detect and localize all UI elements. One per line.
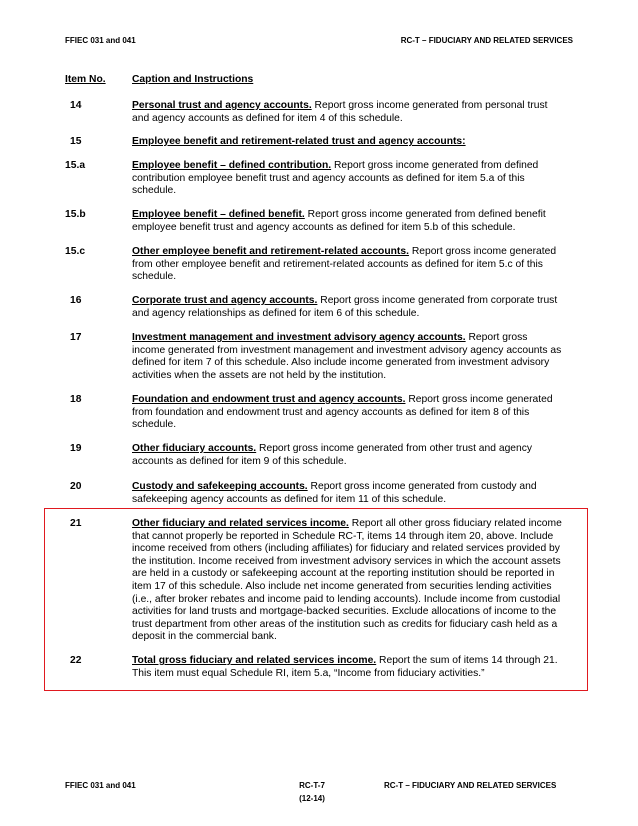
item-number: 21: [70, 518, 82, 529]
item-title: Other fiduciary and related services income.: [132, 518, 349, 529]
item-text: Report gross income generated from other employee benefit and retirement-related accounts as defined for item 5.c of this schedule.: [132, 246, 557, 283]
item-number: 17: [70, 332, 82, 343]
item-title: Employee benefit and retirement-related trust and agency accounts:: [132, 136, 466, 147]
item-title: Employee benefit – defined benefit.: [132, 209, 305, 220]
item-title: Custody and safekeeping accounts.: [132, 481, 308, 492]
caption-heading: Caption and Instructions: [132, 74, 254, 85]
item-text: Report the sum of items 14 through 21. This item must equal Schedule RI, item 5.a, “Income from fiduciary activities.”: [132, 655, 558, 679]
item-number: 18: [70, 394, 82, 405]
page-header: [65, 36, 573, 45]
item-number: 22: [70, 655, 82, 666]
item-title: Other employee benefit and retirement-related accounts.: [132, 246, 409, 257]
item-number: 15.a: [65, 160, 86, 171]
item-number: 16: [70, 295, 82, 306]
footer-schedule-title: RC-T – FIDUCIARY AND RELATED SERVICES: [384, 781, 557, 790]
item-number: 20: [70, 481, 82, 492]
header-schedule-title: RC-T – FIDUCIARY AND RELATED SERVICES: [400, 36, 573, 45]
item-text: Report gross income generated from defined benefit employee benefit trust and agency accounts as defined for item 5.b of this schedule.: [132, 209, 546, 233]
item-title: Personal trust and agency accounts.: [132, 100, 312, 111]
item-text: Report gross income generated from investment management and investment advisory agency accounts as defined for item 7 of this schedule. Also include income generated from investment advisory activities when the assets are not held by the institution.: [132, 332, 562, 381]
item-text: Report gross income generated from foundation and endowment trust and agency accounts as defined for item 8 of this schedule.: [132, 394, 553, 431]
item-title: Corporate trust and agency accounts.: [132, 295, 318, 306]
item-text: Report gross income generated from personal trust and agency accounts as defined for item 4 of this schedule.: [132, 100, 548, 124]
item-title: Employee benefit – defined contribution.: [132, 160, 332, 171]
footer-date: (12-14): [299, 794, 325, 803]
item-text: Report gross income generated from custody and safekeeping agency accounts as defined for item 11 of this schedule.: [132, 481, 537, 505]
item-number: 15: [70, 136, 82, 147]
item-title: Investment management and investment advisory agency accounts.: [132, 332, 466, 343]
item-text: Report gross income generated from defined contribution employee benefit trust and agency accounts as defined for item 5.a of this schedule.: [132, 160, 539, 197]
item-text: Report gross income generated from other trust and agency accounts as defined for item 9 of this schedule.: [132, 443, 533, 467]
item-title: Other fiduciary accounts.: [132, 443, 257, 454]
item-number: 14: [70, 100, 82, 111]
item-title: Total gross fiduciary and related services income.: [132, 655, 377, 666]
header-form-id: FFIEC 031 and 041: [65, 36, 136, 45]
footer-form-id: FFIEC 031 and 041: [65, 781, 136, 790]
item-number: 15.c: [65, 246, 86, 257]
item-number: 15.b: [65, 209, 86, 220]
item-no-heading: Item No.: [65, 74, 106, 85]
footer-page: RC-T-7: [299, 781, 325, 790]
item-title: Foundation and endowment trust and agency accounts.: [132, 394, 406, 405]
item-text: Report all other gross fiduciary related income that cannot properly be reported in Schedule RC-T, items 14 through item 20, above. Include income received from others (including affiliates) for fiduciary and related services provided by the institution. Income received from investment advisory services in which the account assets are held in a custody or safekeeping account at the reporting institution should be reported in item 17 of this schedule. Also include net income generated from securities lending activities (i.e., after broker rebates and income paid to lending accounts). Include income from custodial activities for land trusts and mortgage-backed securities. Exclude allocations of income to the trust department from other areas of the institution such as credits for fiduciary cash held as a deposit in the commercial bank.: [132, 518, 562, 643]
item-number: 19: [70, 443, 82, 454]
footer-page-number: [292, 781, 332, 803]
item-text: Report gross income generated from corporate trust and agency relationships as defined for item 6 of this schedule.: [132, 295, 558, 319]
